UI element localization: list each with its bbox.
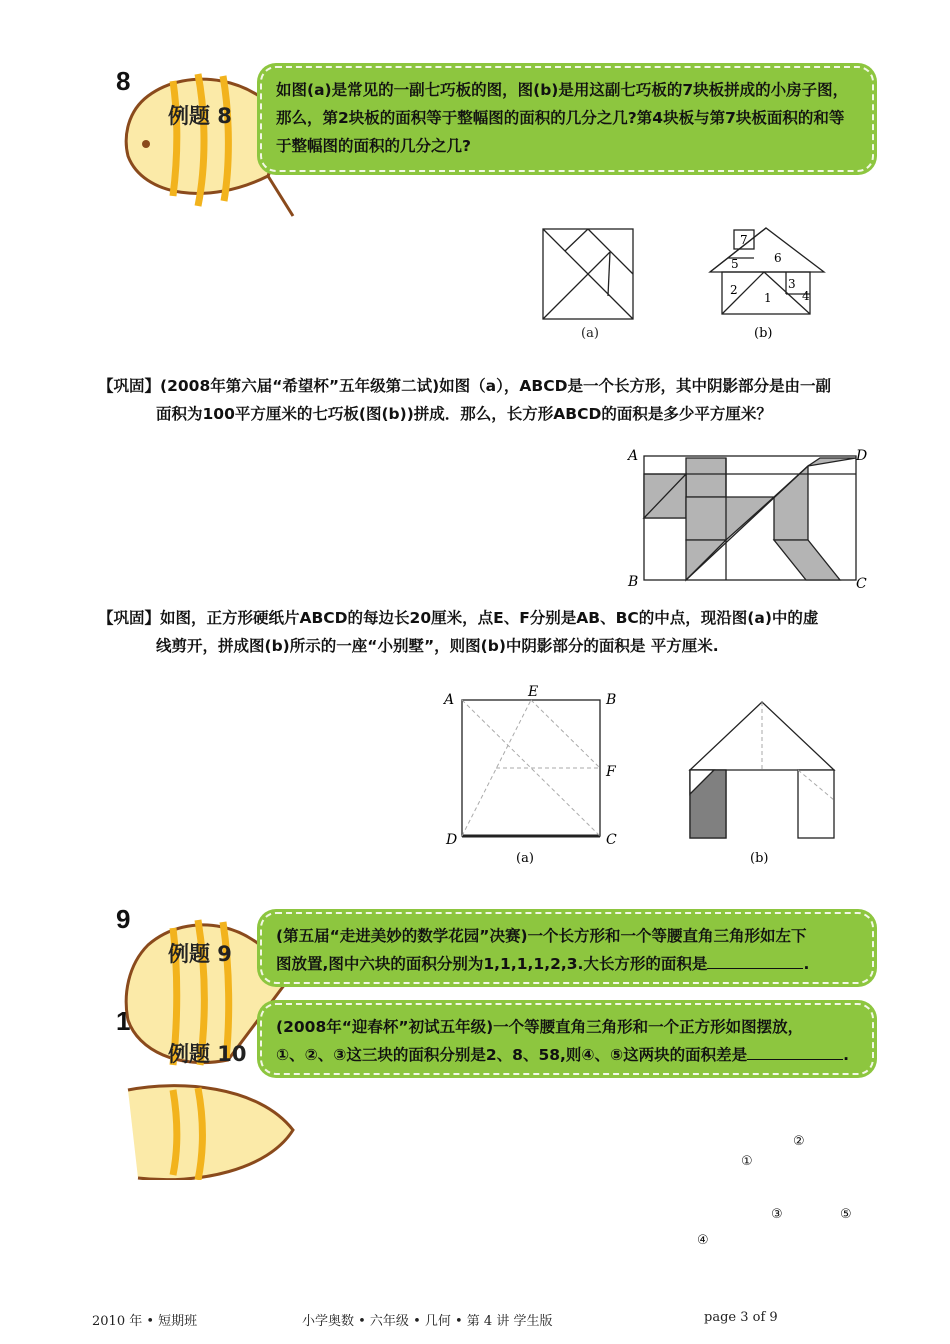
example-9-end: .	[803, 955, 810, 973]
label-C2: C	[606, 832, 617, 848]
tangram-figure-a	[538, 224, 638, 344]
example-8-label: 例题 8	[168, 104, 232, 128]
footer-left: 2010 年 • 短期班	[92, 1314, 198, 1329]
consolidation-2	[98, 604, 898, 660]
answer-blank-10[interactable]	[747, 1043, 843, 1060]
example-8-number: 8	[116, 66, 131, 96]
footer-center: 小学奥数 • 六年级 • 几何 • 第 4 讲 学生版	[302, 1314, 553, 1329]
consolidation-2-line1: 【巩固】如图，正方形硬纸片ABCD的每边长20厘米，点E、F分别是AB、BC的中点，现沿图(a)中的虚	[98, 609, 819, 627]
fig-a2-caption: (a)	[516, 851, 534, 866]
consolidation-1-line1: 【巩固】(2008年第六届“希望杯”五年级第二试)如图（a），ABCD是一个长方形，其中阴影部分是由一副	[98, 377, 831, 395]
house-num-5: 5	[731, 257, 739, 271]
example-10-end: .	[843, 1046, 850, 1064]
consolidation-1	[98, 372, 898, 428]
circled-1: ①	[741, 1154, 753, 1169]
example-9-label: 例题 9	[168, 942, 232, 966]
example-10-label: 例题 10	[168, 1042, 247, 1066]
house-num-7: 7	[740, 233, 748, 247]
house-num-6: 6	[774, 251, 782, 265]
label-A2: A	[444, 692, 455, 708]
circled-3: ③	[771, 1207, 783, 1222]
example-10-question	[260, 1003, 874, 1075]
consolidation-2-line2: 线剪开，拼成图(b)所示的一座“小别墅”，则图(b)中阴影部分的面积是 平方厘米.	[156, 637, 719, 655]
consolidation-1-line2: 面积为100平方厘米的七巧板(图(b))拼成．那么，长方形ABCD的面积是多少平方厘米？	[156, 405, 772, 423]
example-9-question	[260, 912, 874, 984]
house-num-3: 3	[788, 277, 796, 291]
circled-2: ②	[793, 1134, 805, 1149]
label-E: E	[528, 684, 539, 700]
label-A: A	[628, 448, 639, 464]
example-9-line2: 图放置,图中六块的面积分别为1,1,1,1,2,3.大长方形的面积是	[276, 955, 708, 973]
example-8-question	[260, 66, 874, 172]
example-8-text: 如图(a)是常见的一副七巧板的图，图(b)是用这副七巧板的7块板拼成的小房子图，那么，第2块板的面积等于整幅图的面积的几分之几?第4块板与第7块板面积的和等于整幅图的面积的几分之几?	[276, 81, 849, 155]
rectangle-abcd-tangram-figure	[624, 444, 874, 594]
label-D: D	[856, 448, 868, 464]
example-9-number: 9	[116, 904, 131, 934]
label-B2: B	[606, 692, 617, 708]
circled-4: ④	[697, 1233, 709, 1248]
label-C: C	[856, 576, 867, 592]
square-abcd-cut-figure	[440, 680, 630, 870]
house-num-4: 4	[802, 289, 810, 303]
example-10-line2: ①、②、③这三块的面积分别是2、8、58,则④、⑤这两块的面积差是	[276, 1046, 748, 1064]
fig-b-caption: (b)	[754, 326, 773, 341]
circled-5: ⑤	[840, 1207, 852, 1222]
tangram-house-figure-b	[706, 224, 830, 344]
footer-page: page 3 of 9	[704, 1310, 778, 1325]
example-9-line1: (第五届“走进美妙的数学花园”决赛)一个长方形和一个等腰直角三角形如左下	[276, 927, 807, 945]
fig-a-caption: (a)	[581, 326, 599, 341]
label-D2: D	[446, 832, 458, 848]
villa-figure	[686, 700, 840, 870]
example-10-number: 1	[116, 1006, 131, 1036]
example-10-line1: (2008年“迎春杯”初试五年级)一个等腰直角三角形和一个正方形如图摆放，	[276, 1018, 804, 1036]
label-F: F	[606, 764, 616, 780]
house-num-1: 1	[764, 291, 772, 305]
answer-blank-9[interactable]	[707, 952, 803, 969]
label-B: B	[628, 574, 639, 590]
fig-b2-caption: (b)	[750, 851, 769, 866]
house-num-2: 2	[730, 283, 738, 297]
